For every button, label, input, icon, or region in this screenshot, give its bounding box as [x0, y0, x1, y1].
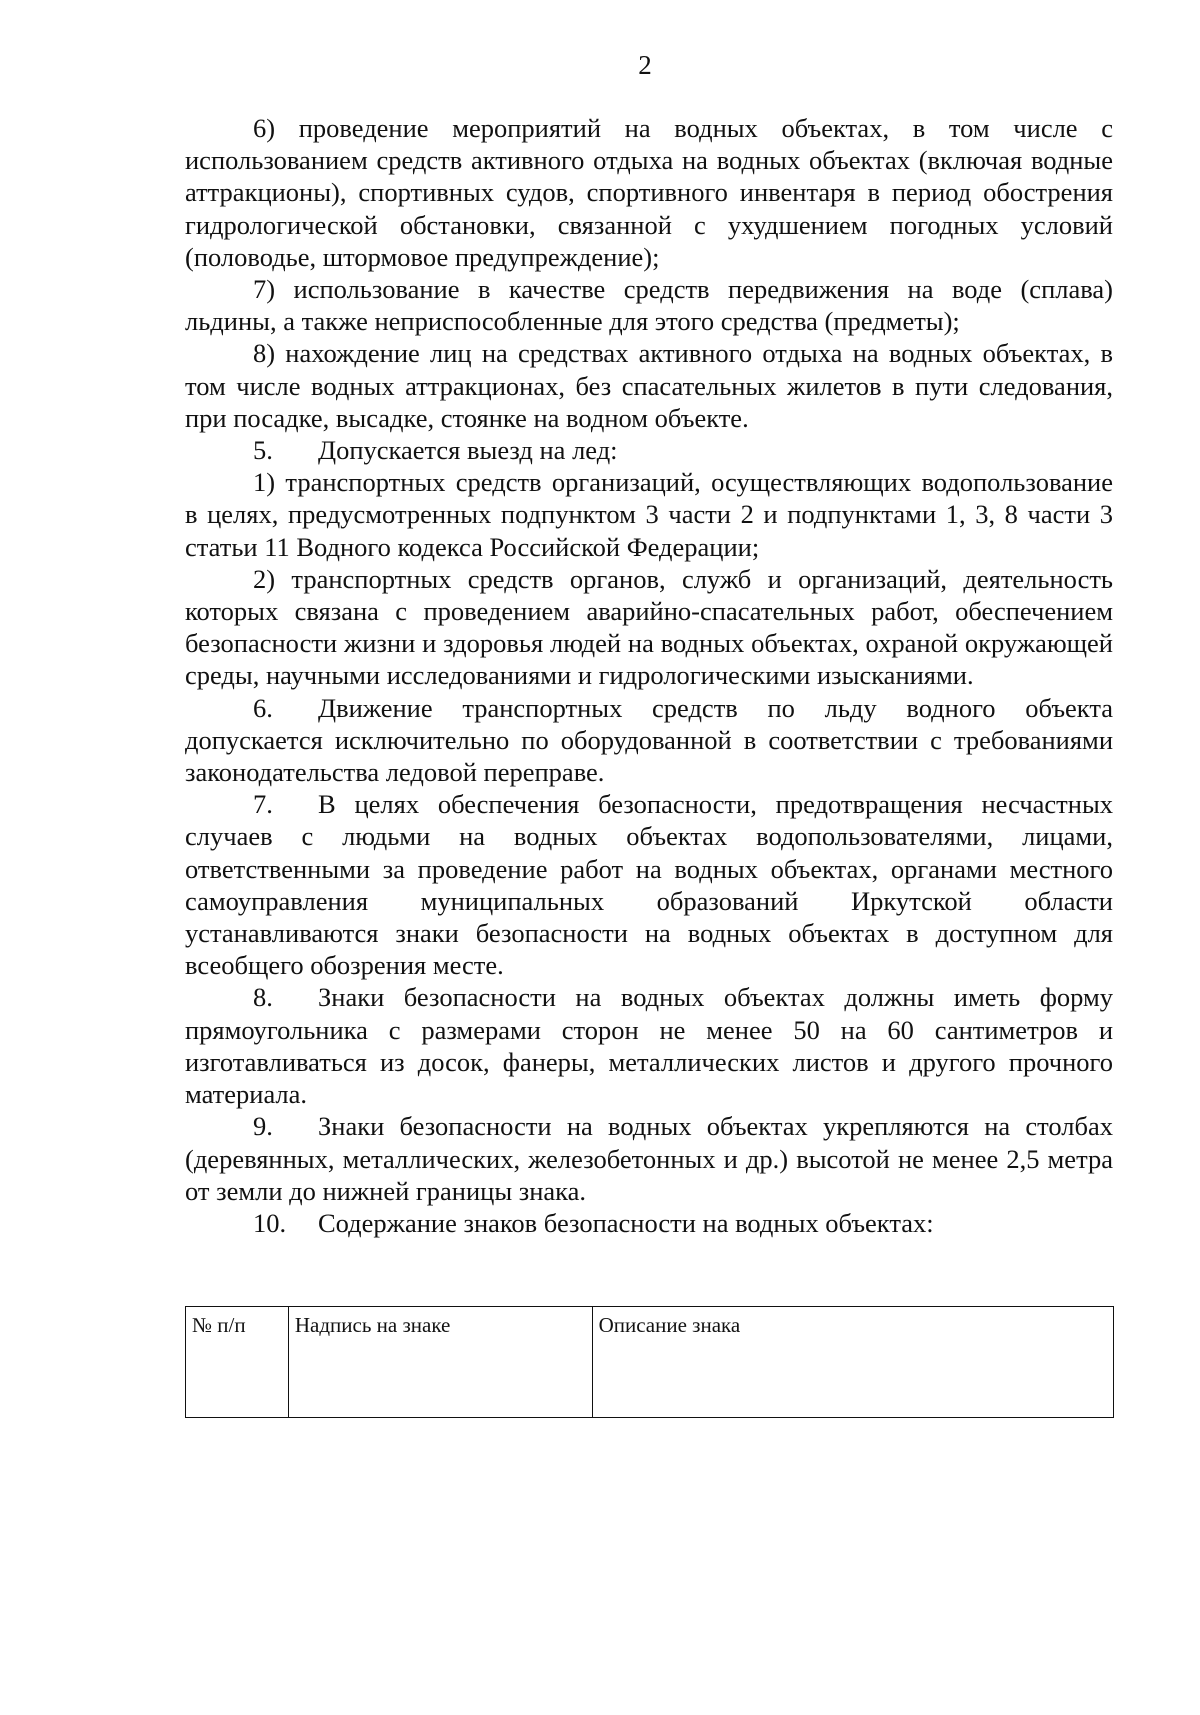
paragraph-clause-8: [185, 981, 1113, 1110]
clause-number: 10.: [253, 1207, 287, 1238]
clause-number: 5.: [253, 435, 273, 466]
signs-table: [185, 1306, 1114, 1418]
document-body: [185, 112, 1113, 1239]
paragraph-text: 7) использование в качестве средств передвижения на воде (сплава) льдины, а также неприспособленные для этого средства (предметы);: [185, 274, 1113, 337]
paragraph-text: Движение транспортных средств по льду водного объекта допускается исключительно по оборудованной в соответствии с требованиями законодательства ледовой переправе.: [185, 692, 1113, 788]
paragraph-subitem-1: [185, 466, 1113, 563]
paragraph-text: Допускается выезд на лед:: [318, 435, 618, 466]
paragraph-text: Содержание знаков безопасности на водных объектах:: [318, 1207, 934, 1238]
clause-number: 9.: [253, 1111, 273, 1142]
paragraph-clause-6: [185, 692, 1113, 789]
paragraph-text: Знаки безопасности на водных объектах укрепляются на столбах (деревянных, металлических, железобетонных и др.) высотой не менее 2,5 метра от земли до нижней границы знака.: [185, 1111, 1113, 1206]
paragraph-text: Знаки безопасности на водных объектах должны иметь форму прямоугольника с размерами сторон не менее 50 на 60 сантиметров и изготавливаться из досок, фанеры, металлических листов и другого прочного материала.: [185, 982, 1113, 1110]
page-number: 2: [638, 50, 652, 80]
paragraph-text: 8) нахождение лиц на средствах активного отдыха на водных объектах, в том числе водных аттракционах, без спасательных жилетов в пути следования, при посадке, высадке, стоянке на водном объекте.: [185, 338, 1113, 433]
clause-number: 7.: [253, 789, 273, 820]
column-header-description: Описание знака: [592, 1307, 1113, 1418]
paragraph-text: 6) проведение мероприятий на водных объектах, в том числе с использованием средств активного отдыха на водных объектах (включая водные аттракционы), спортивных судов, спортивного инвентаря в период обострения гидрологической обстановки, связанной с ухудшением погодных условий (половодье, штормовое предупреждение);: [185, 113, 1113, 272]
clause-number: 6.: [253, 692, 273, 723]
paragraph-clause-9: [185, 1110, 1113, 1207]
paragraph-subitem-2: [185, 563, 1113, 692]
clause-number: 8.: [253, 982, 273, 1013]
table-header-row: [186, 1307, 1114, 1418]
paragraph-text: В целях обеспечения безопасности, предотвращения несчастных случаев с людьми на водных объектах водопользователями, лицами, ответственными за проведение работ на водных объектах, органами местного самоуправления муниципальных образований Иркутской области устанавливаются знаки безопасности на водных объектах в доступном для всеобщего обозрения месте.: [185, 789, 1113, 981]
paragraph-item-7: [185, 273, 1113, 337]
column-header-number: № п/п: [186, 1307, 289, 1418]
paragraph-item-8: [185, 337, 1113, 434]
paragraph-item-6: [185, 112, 1113, 273]
paragraph-text: 1) транспортных средств организаций, осуществляющих водопользование в целях, предусмотренных подпунктом 3 части 2 и подпунктами 1, 3, 8 части 3 статьи 11 Водного кодекса Российской Федерации;: [185, 467, 1113, 562]
paragraph-text: 2) транспортных средств органов, служб и организаций, деятельность которых связана с проведением аварийно-спасательных работ, обеспечением безопасности жизни и здоровья людей на водных объектах, охраной окружающей среды, научными исследованиями и гидрологическими изысканиями.: [185, 563, 1113, 691]
paragraph-clause-5: [185, 434, 1113, 466]
column-header-inscription: Надпись на знаке: [288, 1307, 592, 1418]
paragraph-clause-7: [185, 788, 1113, 981]
paragraph-clause-10: [185, 1207, 1113, 1239]
